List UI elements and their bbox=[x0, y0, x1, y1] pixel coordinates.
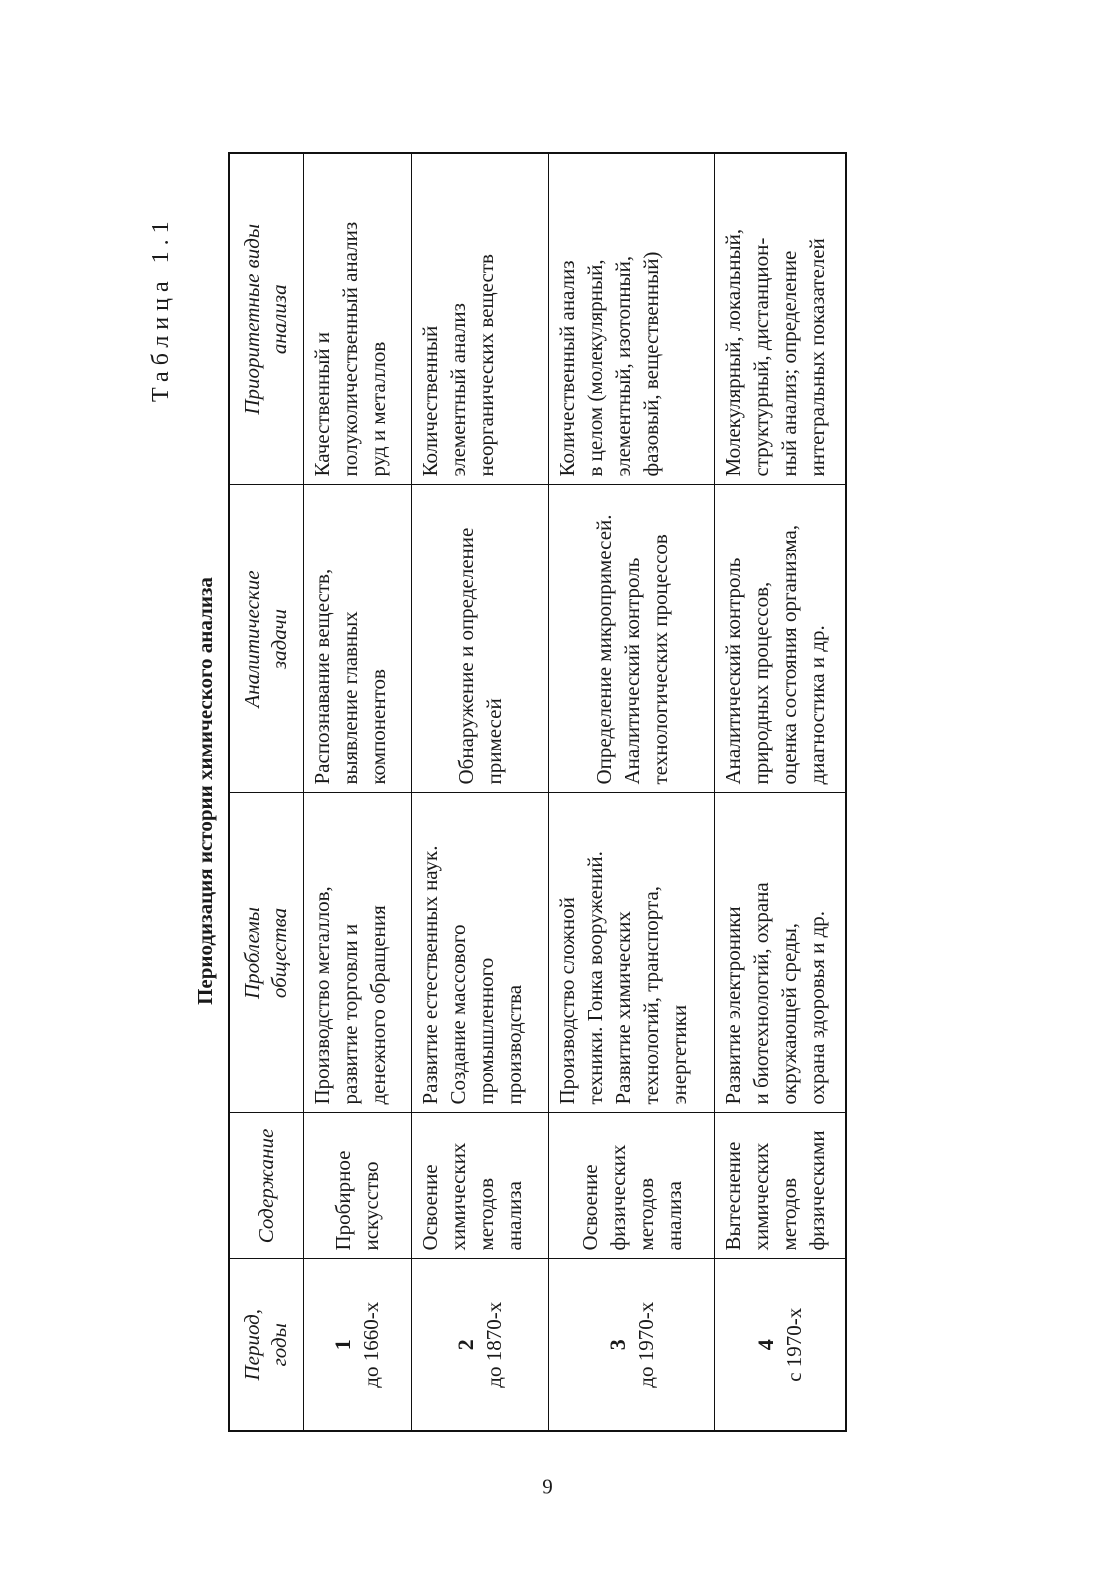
cell-line: структурный, дистанцион- bbox=[749, 237, 774, 477]
table-row bbox=[303, 153, 411, 1431]
cell-line: анализа bbox=[501, 1181, 526, 1251]
cell-line: физических bbox=[605, 1144, 630, 1251]
cell-line: Определение микропримесей. bbox=[591, 514, 616, 785]
tasks-cell bbox=[411, 485, 549, 793]
analysis-cell bbox=[715, 153, 846, 485]
analysis-cell bbox=[549, 153, 715, 485]
cell-line: окружающей среды, bbox=[777, 922, 802, 1105]
header-tasks-line-2: задачи bbox=[267, 608, 292, 670]
cell-line: ный анализ; определение bbox=[777, 250, 802, 477]
cell-line: в целом (молекулярный, bbox=[583, 259, 608, 477]
cell-line: компонентов bbox=[365, 669, 390, 785]
cell-line: диагностика и др. bbox=[805, 625, 830, 785]
header-problems-line-1: Проблемы bbox=[240, 906, 265, 1000]
header-tasks-line-1: Аналитические bbox=[240, 570, 265, 708]
cell-line: Пробирное bbox=[331, 1150, 356, 1251]
problems-cell bbox=[549, 793, 715, 1113]
cell-line: энергетики bbox=[667, 1004, 692, 1105]
cell-line: выявление главных bbox=[337, 611, 362, 785]
table-row bbox=[549, 153, 715, 1431]
period-number: 1 bbox=[330, 1339, 356, 1351]
analysis-cell bbox=[303, 153, 411, 485]
cell-line: неорганических веществ bbox=[473, 254, 498, 477]
header-period bbox=[229, 1259, 303, 1431]
cell-line: методов bbox=[473, 1177, 498, 1251]
table-title: Периодизация истории химического анализа bbox=[193, 577, 217, 1005]
problems-cell bbox=[715, 793, 846, 1113]
content-cell bbox=[303, 1113, 411, 1259]
cell-line: физическими bbox=[805, 1130, 830, 1251]
period-cell bbox=[549, 1259, 715, 1431]
header-content-line-1: Содержание bbox=[253, 1128, 278, 1244]
history-table bbox=[228, 152, 847, 1432]
header-analysis-line-2: анализа bbox=[267, 284, 292, 355]
period-range: до 1870-х bbox=[481, 1301, 506, 1388]
content-cell bbox=[411, 1113, 549, 1259]
cell-line: Освоение bbox=[417, 1164, 442, 1251]
header-problems-line-2: общества bbox=[267, 907, 292, 999]
tasks-cell bbox=[303, 485, 411, 793]
cell-line: искусство bbox=[359, 1161, 384, 1251]
cell-line: Развитие естественных наук. bbox=[417, 845, 442, 1105]
period-number: 4 bbox=[753, 1339, 779, 1351]
cell-line: полуколичественный анализ bbox=[337, 221, 362, 477]
tasks-cell bbox=[715, 485, 846, 793]
cell-line: Качественный и bbox=[309, 331, 334, 477]
cell-line: Аналитический контроль bbox=[721, 557, 746, 785]
cell-line: Аналитический контроль bbox=[619, 557, 644, 785]
cell-line: Создание массового bbox=[445, 924, 470, 1105]
table-header-row bbox=[229, 153, 303, 1431]
header-tasks bbox=[229, 485, 303, 793]
cell-line: Вытеснение bbox=[721, 1141, 746, 1251]
cell-line: примесей bbox=[481, 698, 506, 785]
cell-line: технологий, транспорта, bbox=[639, 885, 664, 1105]
header-analysis-line-1: Приоритетные виды bbox=[240, 223, 265, 415]
cell-line: Развитие электроники bbox=[721, 906, 746, 1105]
header-period-line-1: Период, bbox=[240, 1308, 265, 1381]
header-period-line-2: годы bbox=[267, 1323, 292, 1367]
table-label: Таблица 1.1 bbox=[148, 215, 174, 402]
cell-line: Освоение bbox=[577, 1164, 602, 1251]
period-number: 3 bbox=[604, 1339, 630, 1351]
cell-line: природных процессов, bbox=[749, 581, 774, 785]
period-cell bbox=[715, 1259, 846, 1431]
cell-line: технологических процессов bbox=[647, 534, 672, 785]
cell-line: Количественный bbox=[417, 325, 442, 477]
period-range: с 1970-х bbox=[782, 1307, 807, 1382]
header-content bbox=[229, 1113, 303, 1259]
problems-cell bbox=[411, 793, 549, 1113]
period-number: 2 bbox=[452, 1339, 478, 1351]
analysis-cell bbox=[411, 153, 549, 485]
table-row bbox=[715, 153, 846, 1431]
header-problems bbox=[229, 793, 303, 1113]
cell-line: химических bbox=[445, 1142, 470, 1251]
cell-line: методов bbox=[777, 1177, 802, 1251]
cell-line: Молекулярный, локальный, bbox=[721, 228, 746, 477]
cell-line: Количественный анализ bbox=[555, 260, 580, 477]
cell-line: Обнаружение и определение bbox=[453, 527, 478, 785]
cell-line: методов bbox=[633, 1177, 658, 1251]
cell-line: руд и металлов bbox=[365, 341, 390, 477]
cell-line: производства bbox=[501, 984, 526, 1105]
tasks-cell bbox=[549, 485, 715, 793]
cell-line: анализа bbox=[661, 1181, 686, 1251]
period-range: до 1970-х bbox=[633, 1301, 658, 1388]
cell-line: интегральных показателей bbox=[805, 238, 830, 477]
cell-line: Развитие химических bbox=[611, 911, 636, 1105]
table-row bbox=[411, 153, 549, 1431]
period-cell bbox=[411, 1259, 549, 1431]
cell-line: фазовый, вещественный) bbox=[639, 251, 664, 477]
cell-line: Производство металлов, bbox=[309, 886, 334, 1105]
cell-line: химических bbox=[749, 1142, 774, 1251]
cell-line: Производство сложной bbox=[555, 897, 580, 1105]
content-cell bbox=[549, 1113, 715, 1259]
page-number: 9 bbox=[542, 1474, 553, 1499]
cell-line: техники. Гонка вооружений. bbox=[583, 851, 608, 1105]
header-analysis bbox=[229, 153, 303, 485]
cell-line: денежного обращения bbox=[365, 905, 390, 1105]
cell-line: элементный анализ bbox=[445, 303, 470, 477]
cell-line: Распознавание веществ, bbox=[309, 568, 334, 785]
cell-line: и биотехнологий, охрана bbox=[749, 882, 774, 1105]
problems-cell bbox=[303, 793, 411, 1113]
cell-line: промышленного bbox=[473, 957, 498, 1105]
cell-line: развитие торговли и bbox=[337, 923, 362, 1105]
cell-line: оценка состояния организма, bbox=[777, 524, 802, 785]
period-range: до 1660-х bbox=[359, 1301, 384, 1388]
period-cell bbox=[303, 1259, 411, 1431]
cell-line: охрана здоровья и др. bbox=[805, 910, 830, 1105]
cell-line: элементный, изотопный, bbox=[611, 255, 636, 477]
content-cell bbox=[715, 1113, 846, 1259]
